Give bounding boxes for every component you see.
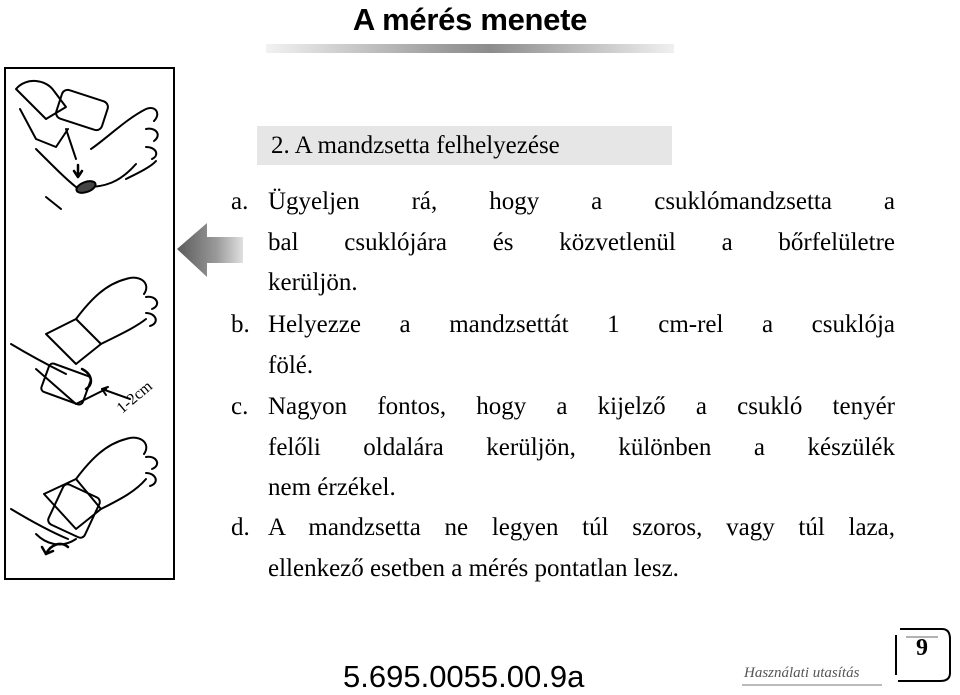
- illustration-top-cuff: [16, 81, 158, 209]
- manual-label: Használati utasítás: [744, 665, 860, 681]
- step-line: fölé.: [268, 351, 314, 379]
- step-c: [231, 387, 895, 509]
- step-line: A mandzsetta ne legyen túl szoros, vagy túl laza,: [268, 514, 895, 541]
- document-code: 5.695.0055.00.9a: [343, 659, 585, 694]
- step-label: c.: [231, 393, 249, 420]
- step-line: nem érzékel.: [268, 474, 396, 501]
- page-title: A mérés menete: [352, 2, 588, 37]
- page-number-badge: [892, 625, 952, 683]
- step-line: Ügyeljen rá, hogy a csuklómandzsetta a: [268, 188, 895, 215]
- step-line: felőli oldalára kerüljön, különben a készülék: [268, 433, 895, 461]
- title-underline-bar: [266, 44, 674, 53]
- step-d: [231, 508, 895, 589]
- illustration-bottom-cuff: [11, 438, 157, 554]
- step-line: Nagyon fontos, hogy a kijelző a csukló tenyér: [268, 393, 895, 420]
- page-number: 9: [916, 635, 928, 661]
- footer-divider: [742, 684, 882, 686]
- step-b: [231, 305, 895, 386]
- wrist-cuff-illustration: [4, 67, 175, 580]
- step-label: b.: [231, 311, 250, 338]
- section-heading: 2. A mandzsetta felhelyezése: [257, 126, 672, 165]
- distance-label: 1-2cm: [113, 377, 156, 418]
- step-line: kerüljön.: [268, 269, 358, 296]
- step-line: Helyezze a mandzsettát 1 cm-rel a csuklója: [268, 311, 895, 338]
- step-label: a.: [231, 188, 249, 215]
- step-line: ellenkező esetben a mérés pontatlan lesz.: [268, 554, 679, 582]
- step-a: [231, 182, 895, 304]
- step-line: bal csuklójára és közvetlenül a bőrfelületre: [268, 228, 895, 256]
- step-label: d.: [231, 514, 250, 541]
